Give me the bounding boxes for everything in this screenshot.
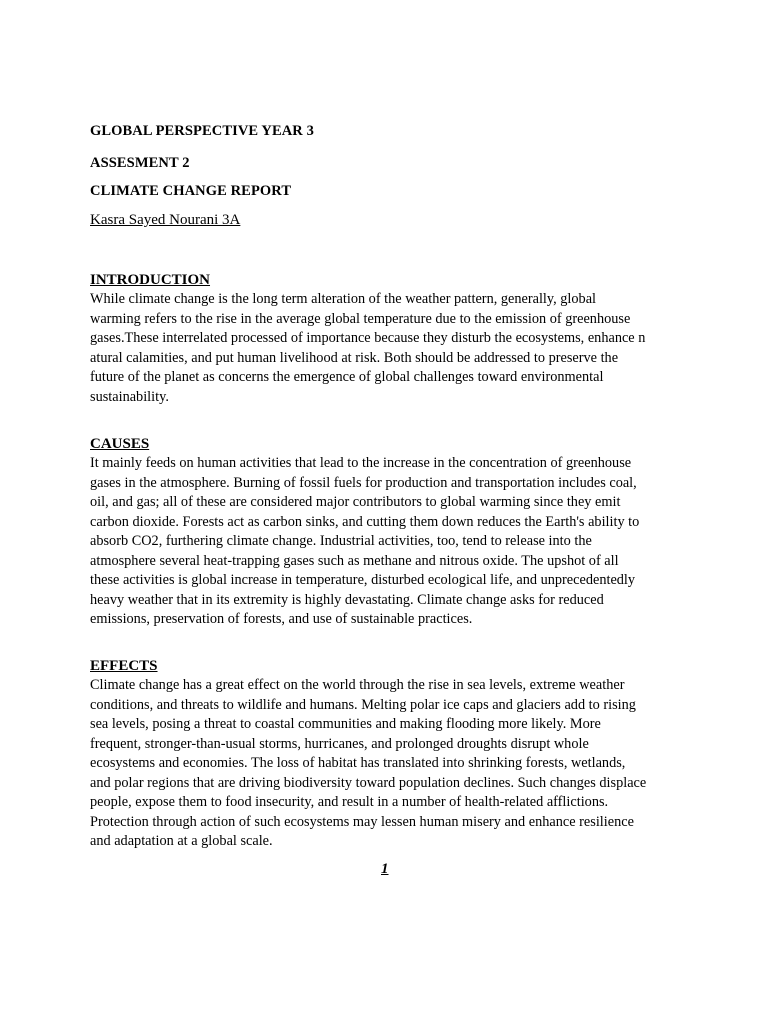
assessment-heading: ASSESMENT 2 xyxy=(90,155,190,171)
introduction-body xyxy=(90,290,690,407)
effects-heading: EFFECTS xyxy=(90,658,158,674)
introduction-section xyxy=(90,270,690,407)
text-line: sustainability. xyxy=(90,388,169,405)
text-line: oil, and gas; all of these are considered major contributors to global warming since they emit xyxy=(90,494,621,510)
text-line: warming refers to the rise in the average global temperature due to the emission of greenhouse xyxy=(90,310,631,327)
text-line: and adaptation at a global scale. xyxy=(90,833,273,849)
report-title: CLIMATE CHANGE REPORT xyxy=(90,183,292,199)
text-line: carbon dioxide. Forests act as carbon sinks, and cutting them down reduces the Earth's ability to xyxy=(90,513,640,530)
effects-section xyxy=(90,656,690,852)
text-line: ecosystems and economies. The loss of habitat has translated into shrinking forests, wetlands, xyxy=(90,755,626,771)
text-line: atmosphere several heat-trapping gases such as methane and nitrous oxide. The upshot of all xyxy=(90,552,619,569)
text-line: absorb CO2, furthering climate change. Industrial activities, too, tend to release into the xyxy=(90,533,592,549)
text-line: future of the planet as concerns the emergence of global challenges toward environmental xyxy=(90,369,604,385)
causes-body xyxy=(90,454,690,630)
introduction-heading: INTRODUCTION xyxy=(90,272,211,288)
text-line: It mainly feeds on human activities that lead to the increase in the concentration of greenhouse xyxy=(90,455,632,471)
text-line: While climate change is the long term alteration of the weather pattern, generally, global xyxy=(90,291,597,307)
effects-body xyxy=(90,676,690,852)
text-line: conditions, and threats to wildlife and humans. Melting polar ice caps and glaciers add to rising xyxy=(90,696,636,713)
text-line: people, expose them to food insecurity, and result in a number of health-related afflictions. xyxy=(90,794,609,810)
text-line: and polar regions that are driving biodiversity toward population declines. Such changes displace xyxy=(90,774,647,791)
causes-heading: CAUSES xyxy=(90,436,150,452)
text-line: atural calamities, and put human livelihood at risk. Both should be addressed to preserve the xyxy=(90,349,619,366)
text-line: sea levels, posing a threat to coastal communities and making flooding more likely. More xyxy=(90,716,601,732)
text-line: heavy weather that in its extremity is highly devastating. Climate change asks for reduced xyxy=(90,591,604,608)
text-line: gases in the atmosphere. Burning of fossil fuels for production and transportation includes coal, xyxy=(90,474,637,491)
text-line: Climate change has a great effect on the world through the rise in sea levels, extreme weather xyxy=(90,677,625,693)
text-line: emissions, preservation of forests, and use of sustainable practices. xyxy=(90,611,473,627)
course-heading: GLOBAL PERSPECTIVE YEAR 3 xyxy=(90,123,314,139)
page-number: 1 xyxy=(381,861,389,877)
text-line: these activities is global increase in temperature, disturbed ecological life, and unprecedentedly xyxy=(90,572,636,588)
author-name: Kasra Sayed Nourani 3A xyxy=(90,212,241,228)
text-line: Protection through action of such ecosystems may lessen human misery and enhance resilience xyxy=(90,813,634,830)
causes-section xyxy=(90,434,690,630)
text-line: frequent, stronger-than-usual storms, hurricanes, and prolonged droughts disrupt whole xyxy=(90,735,589,752)
text-line: gases.These interrelated processed of importance because they disturb the ecosystems, enhance n xyxy=(90,330,646,346)
